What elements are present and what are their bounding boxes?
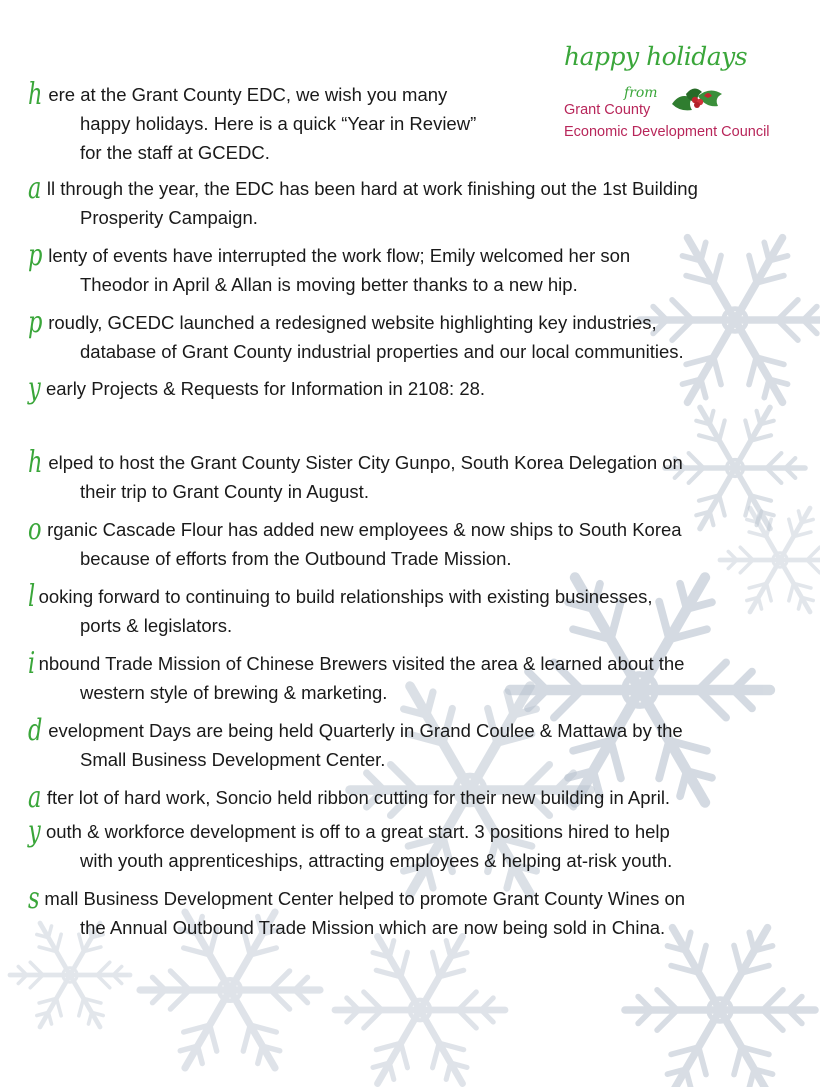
entry-continuation: Small Business Development Center. [80,749,386,770]
acrostic-entry [28,238,808,299]
entry-first-line [28,171,808,206]
entry-continuation: with youth apprenticeships, attracting employees & helping at-risk youth. [80,850,673,871]
acrostic-entry [28,171,808,232]
entry-continuation: their trip to Grant County in August. [80,481,369,502]
entry-text: nbound Trade Mission of Chinese Brewers visited the area & learned about the [38,653,685,674]
entry-text: rganic Cascade Flour has added new employees & now ships to South Korea [47,519,682,540]
entry-continuation: database of Grant County industrial properties and our local communities. [80,341,684,362]
acrostic-entry [28,305,808,366]
entry-continuation: Theodor in April & Allan is moving better thanks to a new hip. [80,274,578,295]
acrostic-initial: d [28,713,43,748]
acrostic-initial: s [28,881,40,916]
logo-org-line1: Grant County [564,102,651,118]
acrostic-entry [28,371,808,406]
entry-text: early Projects & Requests for Information in 2108: 28. [45,378,486,399]
logo-org-line2: Economic Development Council [564,124,770,140]
entry-text: roudly, GCEDC launched a redesigned website highlighting key industries, [48,312,657,333]
acrostic-entry [28,646,808,707]
acrostic-entry [28,713,808,774]
acrostic-initial: a [28,780,42,815]
acrostic-initial: h [28,445,43,480]
entry-first-line [28,305,808,340]
entry-text: fter lot of hard work, Soncio held ribbon cutting for their new building in April. [46,787,671,808]
entry-text: elped to host the Grant County Sister City Gunpo, South Korea Delegation on [48,452,683,473]
acrostic-entry [28,445,808,506]
entry-continuation: the Annual Outbound Trade Mission which are now being sold in China. [80,917,666,938]
acrostic-entry [28,77,808,167]
acrostic-initial: y [28,814,41,849]
entry-first-line [28,445,808,480]
entry-first-line [28,371,808,406]
entry-first-line [28,77,808,112]
entry-text: outh & workforce development is off to a great start. 3 positions hired to help [45,821,670,842]
acrostic-initial: p [28,305,43,340]
entry-continuation: for the staff at GCEDC. [80,142,270,163]
entry-first-line [28,579,808,614]
entry-first-line [28,881,808,916]
acrostic-initial: l [28,579,36,614]
entry-first-line [28,646,808,681]
entry-first-line [28,780,808,815]
entry-continuation: Prosperity Campaign. [80,207,258,228]
acrostic-initial: i [28,646,36,681]
acrostic-entry [28,780,808,815]
logo-script-text: happy holidays [564,42,748,71]
entry-text: lenty of events have interrupted the work flow; Emily welcomed her son [48,245,631,266]
acrostic-entry [28,814,808,875]
entry-first-line [28,814,808,849]
entry-text: evelopment Days are being held Quarterly in Grand Coulee & Mattawa by the [48,720,683,741]
entry-text: ll through the year, the EDC has been hard at work finishing out the 1st Building [46,178,698,199]
acrostic-entry [28,579,808,640]
entry-text: ere at the Grant County EDC, we wish you many [48,84,448,105]
acrostic-initial: o [28,512,42,547]
acrostic-initial: h [28,77,43,112]
entry-first-line [28,713,808,748]
logo-from-text: from [624,85,658,101]
acrostic-entry [28,512,808,573]
entry-text: ooking forward to continuing to build relationships with existing businesses, [38,586,653,607]
entry-first-line [28,512,808,547]
acrostic-initial: y [28,371,41,406]
entry-continuation: ports & legislators. [80,615,233,636]
acrostic-initial: a [28,171,42,206]
acrostic-entry [28,881,808,942]
entry-text: mall Business Development Center helped to promote Grant County Wines on [44,888,686,909]
entry-continuation: western style of brewing & marketing. [80,682,388,703]
entry-continuation: because of efforts from the Outbound Trade Mission. [80,548,512,569]
acrostic-initial: p [28,238,43,273]
entry-continuation: happy holidays. Here is a quick “Year in Review” [80,113,477,134]
entry-first-line [28,238,808,273]
